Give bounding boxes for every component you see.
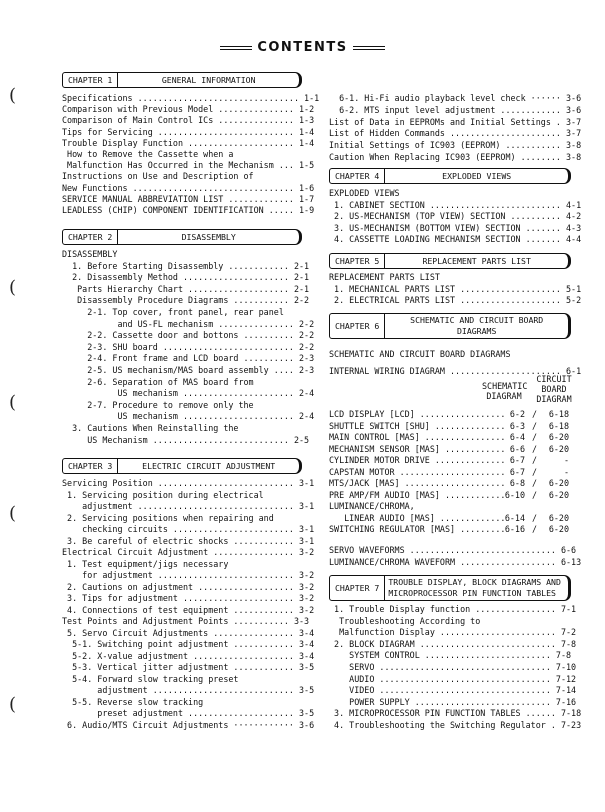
chapter-2-header bbox=[62, 229, 302, 245]
toc-entry: 5-4. Forward slow tracking preset bbox=[62, 673, 239, 684]
toc-entry: Troubleshooting According to bbox=[329, 615, 481, 626]
toc-entry: Malfunction Display ....................... 7-2 bbox=[329, 627, 577, 638]
diagram-label: MECHANISM SENSOR [MAS] ............ bbox=[329, 443, 506, 454]
toc-entry: US mechanism ...................... 2-4 bbox=[62, 388, 315, 399]
toc-entry: Tips for Servicing ........................... 1-4 bbox=[62, 126, 315, 137]
toc-entry: 1. Trouble Display function ................ 7-1 bbox=[329, 604, 577, 614]
toc-entry: Instructions on Use and Description of bbox=[62, 171, 254, 182]
chapter-6-tail-list bbox=[329, 545, 582, 569]
chapter-3-list bbox=[62, 478, 315, 731]
circuit-board-page: 6-18 bbox=[548, 420, 569, 431]
diagram-label: PRE AMP/FM AUDIO [MAS] ............ bbox=[329, 489, 506, 500]
toc-entry: 3. MICROPROCESSOR PIN FUNCTION TABLES ...... 7-18 bbox=[329, 708, 582, 719]
toc-entry: 5-3. Vertical jitter adjustment ............ 3-5 bbox=[62, 662, 315, 672]
diagram-label: LCD DISPLAY [LCD] ................. bbox=[329, 409, 506, 419]
toc-entry: SYSTEM CONTROL ......................... 7-8 bbox=[329, 650, 572, 661]
toc-entry: 1. Servicing position during electrical bbox=[62, 489, 264, 500]
toc-entry: 5. Servo Circuit Adjustments ................ 3-4 bbox=[62, 627, 315, 638]
table-row bbox=[329, 409, 579, 421]
chapter-5-header bbox=[329, 253, 571, 269]
toc-entry: Initial Settings of IC903 (EEPROM) ........... 3-8 bbox=[329, 140, 582, 151]
toc-entry: 6. Audio/MTS Circuit Adjustments ············ 3-6 bbox=[62, 719, 315, 730]
circuit-board-column-header: CIRCUIT BOARD DIAGRAM bbox=[536, 374, 572, 404]
separator: / bbox=[532, 409, 538, 419]
diagram-label: LINEAR AUDIO [MAS] ............. bbox=[329, 512, 506, 523]
toc-entry: List of Data in EEPROMs and Initial Settings . 3-7 bbox=[329, 116, 582, 127]
toc-entry: checking circuits ........................ 3-1 bbox=[62, 524, 315, 534]
toc-entry: 2-6. Separation of MAS board from bbox=[62, 376, 254, 387]
toc-entry: US Mechanism ........................... 2-5 bbox=[62, 434, 310, 445]
separator: / bbox=[532, 466, 538, 477]
binder-ring-icon: ( bbox=[9, 85, 17, 106]
toc-entry: Disassembly Procedure Diagrams ........... 2-2 bbox=[62, 295, 310, 306]
toc-entry: 2. Disassembly Method ..................... 2-1 bbox=[62, 272, 310, 283]
diagram-table bbox=[329, 409, 579, 536]
toc-entry: adjustment ............................ 3-5 bbox=[62, 685, 315, 695]
diagram-label: MAIN CONTROL [MAS] ................ bbox=[329, 432, 506, 442]
toc-entry: 2-7. Procedure to remove only the bbox=[62, 399, 254, 410]
binder-ring-icon: ( bbox=[9, 392, 17, 413]
diagram-label: SHUTTLE SWITCH [SHU] .............. bbox=[329, 420, 506, 431]
chapter-1-header bbox=[62, 72, 302, 88]
chapter-4-header bbox=[329, 168, 571, 184]
schematic-page: 6-14 bbox=[504, 512, 525, 523]
toc-entry: Servicing Position ........................... 3-1 bbox=[62, 478, 315, 488]
toc-entry: 3. Cautions When Reinstalling the bbox=[62, 422, 239, 433]
toc-entry: EXPLODED VIEWS bbox=[329, 188, 400, 198]
chapter-number: CHAPTER 7 bbox=[330, 576, 385, 600]
toc-entry: SERVICE MANUAL ABBREVIATION LIST ............. 1-7 bbox=[62, 193, 315, 204]
chapter-name: TROUBLE DISPLAY, BLOCK DIAGRAMS AND bbox=[388, 577, 561, 587]
toc-entry: 4. Connections of test equipment ............ 3-2 bbox=[62, 604, 315, 615]
toc-entry: 4. CASSETTE LOADING MECHANISM SECTION ....... 4-4 bbox=[329, 234, 582, 245]
schematic-page: 6-3 bbox=[509, 420, 525, 431]
table-row bbox=[329, 432, 579, 444]
schematic-column-header: SCHEMATIC DIAGRAM bbox=[482, 381, 528, 401]
separator: / bbox=[532, 455, 538, 465]
toc-entry: 2-4. Front frame and LCD board .......... 2-3 bbox=[62, 353, 315, 364]
toc-entry: 2-5. US mechanism/MAS board assembly .... 2-3 bbox=[62, 364, 315, 375]
schematic-page: 6-8 bbox=[509, 478, 525, 488]
table-row bbox=[329, 513, 579, 525]
toc-entry: US mechanism ...................... 2-4 bbox=[62, 411, 315, 422]
toc-entry: 2. ELECTRICAL PARTS LIST .................... 5-2 bbox=[329, 295, 582, 306]
toc-entry: Test Points and Adjustment Points ........... 3-3 bbox=[62, 616, 310, 626]
chapter-name: DIAGRAMS bbox=[456, 326, 497, 336]
toc-entry: adjustment ............................... 3-1 bbox=[62, 501, 315, 511]
toc-entry: POWER SUPPLY ........................... 7-16 bbox=[329, 696, 577, 707]
circuit-board-page: 6-18 bbox=[548, 409, 569, 419]
table-row bbox=[329, 478, 579, 490]
circuit-board-page: 6-20 bbox=[548, 512, 569, 523]
diagram-label: SWITCHING REGULATOR [MAS] ......... bbox=[329, 524, 506, 534]
chapter-name: GENERAL INFORMATION bbox=[161, 75, 256, 85]
toc-entry: 3. US-MECHANISM (BOTTOM VIEW) SECTION ....... 4-3 bbox=[329, 222, 582, 233]
toc-entry: 3. Tips for adjustment ...................... 3-2 bbox=[62, 593, 315, 603]
diagram-label: CYLINDER MOTOR DRIVE .............. bbox=[329, 455, 506, 465]
toc-entry: 6-2. MTS input level adjustment ............ 3-6 bbox=[329, 104, 582, 115]
toc-entry: 3. Be careful of electric shocks ............ 3-1 bbox=[62, 535, 315, 546]
chapter-number: CHAPTER 5 bbox=[330, 254, 385, 268]
binder-ring-icon: ( bbox=[9, 694, 17, 715]
toc-entry: List of Hidden Commands ...................... 3-7 bbox=[329, 128, 582, 139]
circuit-board-page: - bbox=[563, 455, 569, 465]
toc-entry: Caution When Replacing IC903 (EEPROM) ........ 3-8 bbox=[329, 151, 582, 162]
toc-entry: preset adjustment ..................... 3-5 bbox=[62, 708, 315, 718]
table-row bbox=[329, 501, 579, 513]
page-title: CONTENTS bbox=[0, 40, 605, 55]
toc-entry: 5-1. Switching point adjustment ............ 3-4 bbox=[62, 639, 315, 649]
chapter-4-list bbox=[329, 188, 582, 246]
toc-entry: AUDIO .................................. 7-12 bbox=[329, 673, 577, 684]
toc-entry: 1. Before Starting Disassembly ............ 2-1 bbox=[62, 260, 310, 271]
chapter-2-list bbox=[62, 249, 315, 446]
diagram-label: LUMINANCE/CHROMA, bbox=[329, 501, 415, 511]
chapter-number: CHAPTER 4 bbox=[330, 169, 385, 183]
toc-entry: Malfunction Has Occurred in the Mechanism ... 1-5 bbox=[62, 160, 315, 171]
chapter-3-header bbox=[62, 458, 302, 474]
table-row bbox=[329, 467, 579, 479]
chapter-name: MICROPROCESSOR PIN FUNCTION TABLES bbox=[388, 588, 556, 598]
schematic-page: 6-2 bbox=[509, 409, 525, 419]
circuit-board-page: 6-20 bbox=[548, 443, 569, 454]
table-row bbox=[329, 524, 579, 536]
table-row bbox=[329, 455, 579, 467]
chapter-number: CHAPTER 6 bbox=[330, 314, 385, 338]
toc-entry: SERVO WAVEFORMS ............................. 6-6 bbox=[329, 545, 577, 555]
chapter-name: REPLACEMENT PARTS LIST bbox=[422, 256, 531, 266]
toc-entry: SERVO .................................. 7-10 bbox=[329, 661, 577, 672]
toc-entry: 2. Cautions on adjustment ................... 3-2 bbox=[62, 581, 315, 592]
toc-entry: 6-1. Hi-Fi audio playback level check ······ 3-6 bbox=[329, 93, 582, 103]
schematic-page: 6-4 bbox=[509, 432, 525, 442]
binder-ring-icon: ( bbox=[9, 503, 17, 524]
circuit-board-page: 6-20 bbox=[548, 432, 569, 442]
toc-entry: VIDEO .................................. 7-14 bbox=[329, 685, 577, 696]
toc-entry: 1. Test equipment/jigs necessary bbox=[62, 558, 229, 569]
separator: / bbox=[532, 420, 538, 431]
toc-entry: for adjustment ........................... 3-2 bbox=[62, 570, 315, 580]
toc-entry: 2. BLOCK DIAGRAM ........................... 7-8 bbox=[329, 638, 577, 649]
toc-entry: and US-FL mechanism ............... 2-2 bbox=[62, 318, 315, 329]
chapter-7-header bbox=[329, 575, 571, 601]
toc-entry: 2-2. Cassette door and bottons .......... 2-2 bbox=[62, 330, 315, 341]
schematic-page: 6-7 bbox=[509, 455, 525, 465]
chapter-5-list bbox=[329, 272, 582, 307]
toc-entry: Parts Hierarchy Chart .................... 2-1 bbox=[62, 283, 310, 294]
separator: / bbox=[532, 443, 538, 454]
toc-entry: 2-1. Top cover, front panel, rear panel bbox=[62, 306, 284, 317]
separator: / bbox=[532, 524, 538, 534]
chapter-name: DISASSEMBLY bbox=[181, 232, 236, 242]
toc-entry: LEADLESS (CHIP) COMPONENT IDENTIFICATION ..... 1-9 bbox=[62, 204, 315, 215]
toc-entry: 4. Troubleshooting the Switching Regulator . 7-23 bbox=[329, 719, 582, 730]
separator: / bbox=[532, 512, 538, 523]
separator: / bbox=[532, 489, 538, 500]
circuit-board-page: - bbox=[563, 466, 569, 477]
schematic-page: 6-6 bbox=[509, 443, 525, 454]
toc-entry: Comparison with Previous Model ............... 1-2 bbox=[62, 104, 315, 115]
toc-entry: Comparison of Main Control ICs ............... 1-3 bbox=[62, 115, 315, 126]
diagram-label: MTS/JACK [MAS] .................... bbox=[329, 478, 506, 488]
toc-entry: SCHEMATIC AND CIRCUIT BOARD DIAGRAMS bbox=[329, 349, 511, 359]
toc-entry: How to Remove the Cassette when a bbox=[62, 148, 234, 159]
chapter-number: CHAPTER 1 bbox=[63, 73, 118, 87]
table-row bbox=[329, 490, 579, 502]
separator: / bbox=[532, 478, 538, 488]
toc-entry: New Functions ................................ 1-6 bbox=[62, 182, 315, 193]
chapter-name: EXPLODED VIEWS bbox=[442, 171, 512, 181]
schematic-page: 6-10 bbox=[504, 489, 525, 500]
toc-entry: 2. Servicing positions when repairing and bbox=[62, 512, 274, 523]
toc-entry: DISASSEMBLY bbox=[62, 249, 118, 259]
toc-entry: 5-5. Reverse slow tracking bbox=[62, 696, 204, 707]
chapter-6-header bbox=[329, 313, 571, 339]
toc-entry: 5-2. X-value adjustment .................... 3-4 bbox=[62, 650, 315, 661]
toc-entry: LUMINANCE/CHROMA WAVEFORM ................... 6-13 bbox=[329, 556, 582, 567]
chapter-1-list bbox=[62, 93, 320, 216]
diagram-label: CAPSTAN MOTOR ..................... bbox=[329, 466, 506, 477]
circuit-board-page: 6-20 bbox=[548, 489, 569, 500]
toc-entry: 2. US-MECHANISM (TOP VIEW) SECTION .......... 4-2 bbox=[329, 211, 582, 222]
toc-entry: 1. MECHANICAL PARTS LIST .................... 5-1 bbox=[329, 283, 582, 294]
schematic-page: 6-16 bbox=[504, 524, 525, 534]
chapter-7-list bbox=[329, 604, 582, 732]
chapter-name: SCHEMATIC AND CIRCUIT BOARD bbox=[410, 315, 544, 325]
circuit-board-page: 6-20 bbox=[548, 524, 569, 534]
table-row bbox=[329, 444, 579, 456]
toc-entry: REPLACEMENT PARTS LIST bbox=[329, 272, 440, 282]
toc-entry: 2-3. SHU board .......................... 2-2 bbox=[62, 341, 315, 352]
toc-entry: Trouble Display Function ..................... 1-4 bbox=[62, 137, 315, 148]
toc-entry: 1. CABINET SECTION .......................... 4-1 bbox=[329, 199, 582, 210]
table-row bbox=[329, 421, 579, 433]
toc-entry: Specifications ................................ 1-1 bbox=[62, 93, 320, 103]
chapter-3-continued-list bbox=[329, 93, 582, 164]
schematic-page: 6-7 bbox=[509, 466, 525, 477]
circuit-board-page: 6-20 bbox=[548, 478, 569, 488]
toc-entry: Electrical Circuit Adjustment ................ 3-2 bbox=[62, 547, 315, 557]
separator: / bbox=[532, 432, 538, 442]
binder-ring-icon: ( bbox=[9, 277, 17, 298]
chapter-name: ELECTRIC CIRCUIT ADJUSTMENT bbox=[142, 461, 276, 471]
chapter-number: CHAPTER 2 bbox=[63, 230, 118, 244]
toc-entry: INTERNAL WIRING DIAGRAM ...................... 6-1 bbox=[329, 366, 582, 376]
chapter-number: CHAPTER 3 bbox=[63, 459, 118, 473]
